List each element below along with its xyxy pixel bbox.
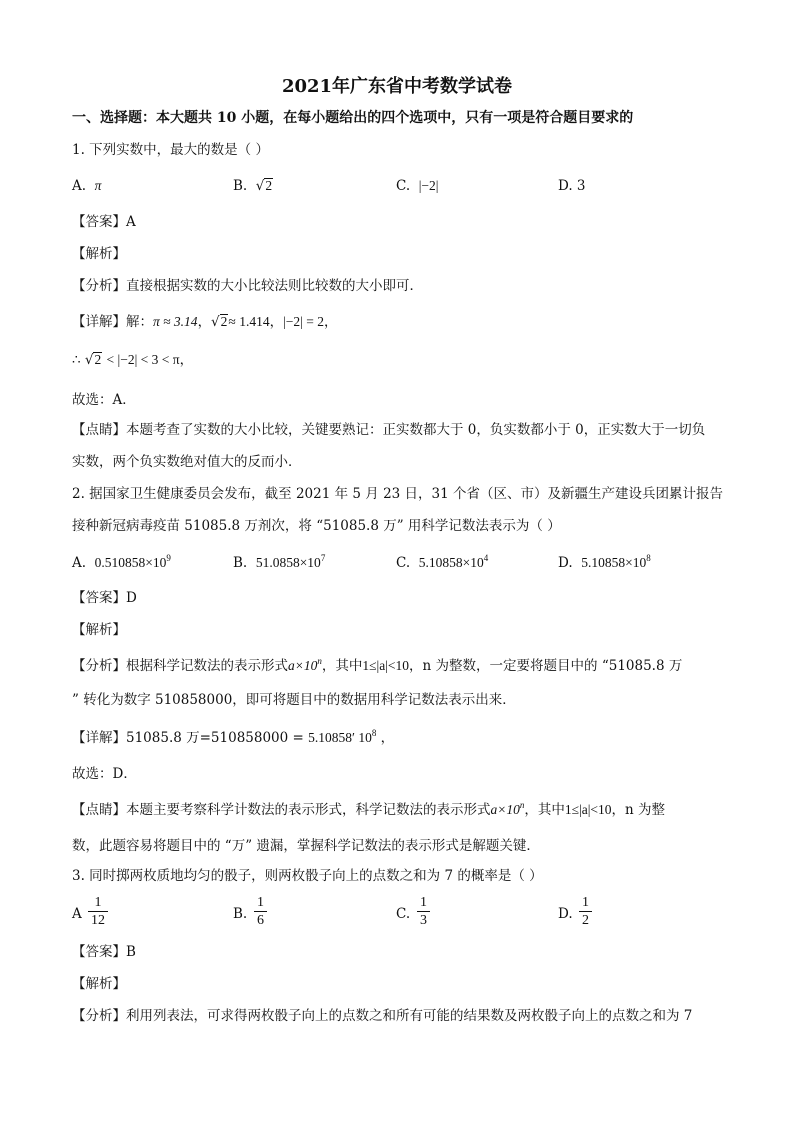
q2-stem-line1: 2. 据国家卫生健康委员会发布，截至 2021 年 5 月 23 日，31 个省（区、市）及新疆生产建设兵团累计报告 (72, 486, 724, 502)
q2-option-d: D. $5.10858\times 10^8$ (558, 553, 651, 571)
q3-option-a-label: A (72, 906, 82, 922)
q3-option-d-label: D. (558, 906, 573, 922)
q3-option-c-label: C. (396, 906, 411, 922)
q2-answer: 【答案】D (72, 590, 137, 606)
q2-option-b: B. $51.0858\times 10^7$ (233, 553, 326, 571)
q1-option-c: C. |−2| (396, 178, 439, 194)
q3-option-b-label: B. (233, 906, 248, 922)
q2-remark-line2: 数，此题容易将题目中的 “万” 遗漏，掌握科学记数法的表示形式是解题关键． (72, 838, 540, 854)
q1-option-d: D. 3 (558, 178, 586, 194)
q2-choice: 故选：D． (72, 766, 137, 782)
q1-remark-line1: 【点睛】本题考查了实数的大小比较，关键要熟记：正实数都大于 0，负实数都小于 0，正实数大于一切负 (72, 422, 706, 438)
q3-stem: 3. 同时掷两枚质地均匀的骰子，则两枚骰子向上的点数之和为 7 的概率是（ ） (72, 868, 543, 884)
q1-detail: 【详解】解：π ≈ 3.14，√2≈ 1.414，|−2| = 2， (72, 314, 338, 330)
q3-answer: 【答案】B (72, 944, 136, 960)
q1-therefore: ∴ √2 < |−2| < 3 < π， (72, 352, 194, 368)
q1-answer: 【答案】A (72, 214, 136, 230)
q3-analysis: 【分析】利用列表法，可求得两枚骰子向上的点数之和所有可能的结果数及两枚骰子向上的点数之和为 7 (72, 1008, 693, 1024)
q1-remark-line2: 实数，两个负实数绝对值大的反而小． (72, 454, 302, 470)
q3-option-a-fraction: $\frac{1}{12}$ (88, 894, 108, 929)
q3-option-c-fraction: $\frac{1}{3}$ (417, 894, 430, 929)
page-title: 2021年广东省中考数学试卷 (281, 76, 513, 97)
q1-option-a: A. π (72, 178, 102, 194)
q2-option-a: A. $0.510858\times 10^9$ (72, 553, 171, 571)
q3-jiexi-label: 【解析】 (72, 976, 126, 992)
q1-stem: 1. 下列实数中，最大的数是（ ） (72, 142, 269, 158)
q3-option-b-fraction: $\frac{1}{6}$ (254, 894, 267, 929)
q2-analysis-line1: 【分析】根据科学记数法的表示形式$a\times 10^n$，其中1≤|a|<10，n 为整数，一定要将题目中的 “51085.8 万 (72, 656, 683, 674)
q3-option-d-fraction: $\frac{1}{2}$ (579, 894, 592, 929)
q1-choice: 故选：A． (72, 392, 136, 408)
q2-stem-line2: 接种新冠病毒疫苗 51085.8 万剂次，将 “51085.8 万” 用科学记数法表示为（ ） (72, 518, 561, 534)
q1-jiexi-label: 【解析】 (72, 246, 126, 262)
q1-analysis: 【分析】直接根据实数的大小比较法则比较数的大小即可． (72, 278, 423, 294)
q1-option-b: B. √2 (233, 178, 273, 194)
q2-option-c: C. $5.10858\times 10^4$ (396, 553, 489, 571)
q2-remark-line1: 【点睛】本题主要考察科学计数法的表示形式，科学记数法的表示形式$a\times 10^n$，其中1≤|a|<10，n 为整 (72, 800, 666, 818)
section-heading: 一、选择题：本大题共 10 小题，在每小题给出的四个选项中，只有一项是符合题目要求的 (72, 110, 634, 126)
q2-jiexi-label: 【解析】 (72, 622, 126, 638)
q2-detail: 【详解】51085.8 万=510858000 = 5.10858′ $10^8$ ， (72, 728, 395, 746)
q2-analysis-line2: ” 转化为数字 510858000，即可将题目中的数据用科学记数法表示出来． (72, 692, 516, 708)
